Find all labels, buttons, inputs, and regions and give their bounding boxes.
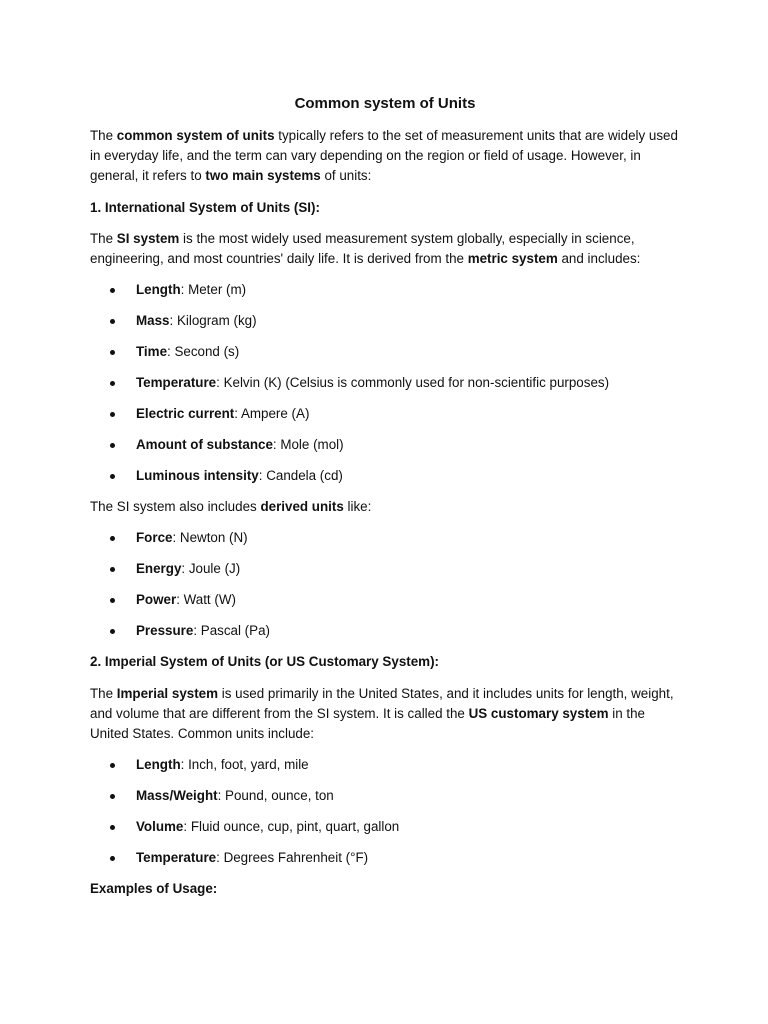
si-paragraph <box>90 229 680 269</box>
document-title: Common system of Units <box>294 95 476 112</box>
list-item <box>90 848 680 868</box>
bullet-icon <box>110 856 115 861</box>
document-page <box>90 94 680 910</box>
imperial-bold-1: Imperial system <box>116 685 219 701</box>
list-item <box>90 466 680 486</box>
list-item <box>90 559 680 579</box>
list-item <box>90 528 680 548</box>
unit-name: Amount of substance <box>136 437 273 453</box>
imperial-bold-2: US customary system <box>468 705 609 721</box>
unit-value: : Meter (m) <box>180 282 247 298</box>
unit-value: : Candela (cd) <box>258 468 343 484</box>
unit-value: : Ampere (A) <box>234 406 310 422</box>
unit-name: Length <box>136 282 181 298</box>
si-bold-2: metric system <box>467 251 558 267</box>
list-item <box>90 435 680 455</box>
unit-name: Time <box>136 344 168 360</box>
bullet-icon <box>110 319 115 324</box>
unit-value: : Pound, ounce, ton <box>217 788 334 804</box>
list-item <box>90 311 680 331</box>
unit-value: : Pascal (Pa) <box>193 623 270 639</box>
list-item <box>90 786 680 806</box>
bullet-icon <box>110 629 115 634</box>
list-item <box>90 755 680 775</box>
bullet-icon <box>110 412 115 417</box>
section-heading-si: 1. International System of Units (SI): <box>90 199 320 215</box>
unit-value: : Kelvin (K) (Celsius is commonly used for non-scientific purposes) <box>216 375 610 391</box>
derived-bold-1: derived units <box>260 499 344 515</box>
unit-value: : Newton (N) <box>172 530 248 546</box>
unit-value: : Watt (W) <box>176 592 236 608</box>
list-item <box>90 621 680 641</box>
derived-text-2: like: <box>343 499 372 515</box>
unit-name: Temperature <box>136 850 217 866</box>
unit-name: Volume <box>136 819 184 835</box>
unit-name: Power <box>136 592 177 608</box>
imperial-units-list <box>90 755 680 868</box>
intro-text-1: The <box>90 128 117 143</box>
bullet-icon <box>110 598 115 603</box>
list-item <box>90 404 680 424</box>
bullet-icon <box>110 763 115 768</box>
unit-name: Luminous intensity <box>136 468 259 484</box>
si-base-units-list <box>90 280 680 486</box>
intro-text-2: typically refers to the set of measurement units that are widely used in everyday life, and the term can vary depending on the region or field of usage. However, in general, it refers to <box>90 128 678 184</box>
bullet-icon <box>110 381 115 386</box>
section-heading-imperial: 2. Imperial System of Units (or US Customary System): <box>90 654 439 670</box>
si-derived-units-list <box>90 528 680 641</box>
si-text-2: is the most widely used measurement system globally, especially in science, engineering, and most countries' daily life. It is derived from the <box>90 230 635 267</box>
list-item <box>90 817 680 837</box>
list-item <box>90 373 680 393</box>
unit-value: : Mole (mol) <box>272 437 344 453</box>
bullet-icon <box>110 536 115 541</box>
unit-name: Force <box>136 530 173 546</box>
unit-name: Mass/Weight <box>136 788 218 804</box>
unit-value: : Second (s) <box>167 344 240 360</box>
unit-value: : Degrees Fahrenheit (°F) <box>216 850 369 866</box>
intro-paragraph <box>90 126 680 187</box>
intro-bold-2: two main systems <box>205 168 321 184</box>
imperial-text-1: The <box>90 685 117 701</box>
examples-heading: Examples of Usage: <box>90 881 218 897</box>
bullet-icon <box>110 350 115 355</box>
imperial-text-3: in the United States. Common units include: <box>90 705 645 742</box>
unit-value: : Joule (J) <box>181 561 241 577</box>
unit-value: : Fluid ounce, cup, pint, quart, gallon <box>183 819 400 835</box>
unit-value: : Inch, foot, yard, mile <box>180 757 309 773</box>
bullet-icon <box>110 825 115 830</box>
unit-name: Energy <box>136 561 182 577</box>
si-bold-1: SI system <box>116 230 180 246</box>
list-item <box>90 342 680 362</box>
unit-value: : Kilogram (kg) <box>169 313 257 329</box>
unit-name: Length <box>136 757 181 773</box>
derived-text-1: The SI system also includes <box>90 499 261 515</box>
unit-name: Temperature <box>136 375 217 391</box>
bullet-icon <box>110 794 115 799</box>
unit-name: Pressure <box>136 623 194 639</box>
unit-name: Mass <box>136 313 170 329</box>
list-item <box>90 280 680 300</box>
bullet-icon <box>110 567 115 572</box>
bullet-icon <box>110 443 115 448</box>
bullet-icon <box>110 474 115 479</box>
imperial-paragraph <box>90 684 680 745</box>
imperial-text-2: is used primarily in the United States, and it includes units for length, weight, and volume that are different from the SI system. It is called the <box>90 685 674 721</box>
si-text-3: and includes: <box>557 251 641 267</box>
unit-name: Electric current <box>136 406 235 422</box>
intro-text-3: of units: <box>320 168 372 184</box>
si-text-1: The <box>90 230 117 246</box>
intro-bold-1: common system of units <box>116 128 275 143</box>
derived-units-paragraph <box>90 497 680 517</box>
list-item <box>90 590 680 610</box>
bullet-icon <box>110 288 115 293</box>
